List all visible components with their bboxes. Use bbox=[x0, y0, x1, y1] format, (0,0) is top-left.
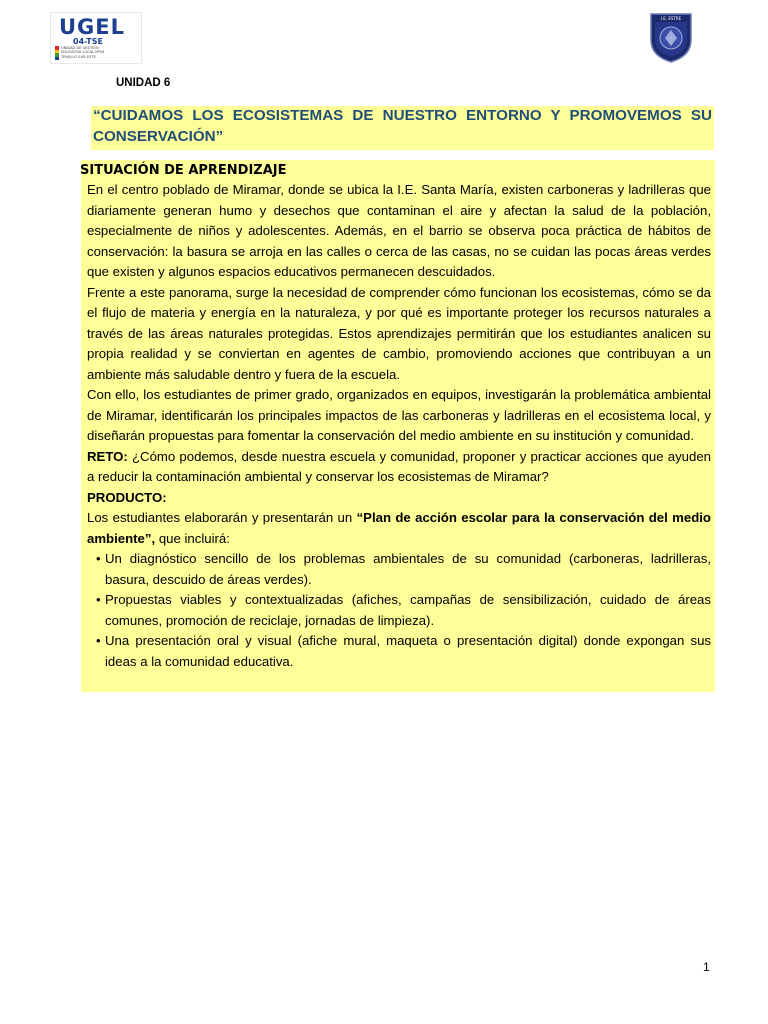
challenge-text: ¿Cómo podemos, desde nuestra escuela y comunidad, proponer y practicar acciones que ayuden a reducir la contaminación ambiental y conservar los ecosistemas de Miramar? bbox=[87, 448, 711, 484]
paragraph-action: Con ello, los estudiantes de primer grado, organizados en equipos, investigarán la problemática ambiental de Miramar, identificarán los principales impactos de las carboneras y ladrilleras en el ecosistema local, y diseñarán propuestas para fomentar la conservación del medio ambiente en su institución y comunidad. bbox=[87, 387, 711, 443]
paragraph-context: En el centro poblado de Miramar, donde se ubica la I.E. Santa María, existen carboneras y ladrilleras que diariamente generan humo y desechos que contaminan el aire y afectan la salud de la población, especialmente de niños y adolescentes. Además, en el barrio se observa poca práctica de hábitos de conservación: la basura se arroja en las calles o cerca de las casas, no se cuidan las pocas áreas verdes que existen y algunos espacios educativos permanecen descuidados. bbox=[87, 182, 711, 279]
crest-caption: I.E. ESTRE bbox=[660, 16, 682, 21]
product-bullets bbox=[87, 549, 711, 672]
situation-heading: SITUACIÓN DE APRENDIZAJE bbox=[80, 163, 287, 178]
challenge-label: RETO: bbox=[87, 448, 128, 464]
paragraph-need: Frente a este panorama, surge la necesidad de comprender cómo funcionan los ecosistemas, cómo se da el flujo de materia y energía en la naturaleza, y por qué es importante proteger los recursos naturales a través de las áreas naturales protegidas. Estos aprendizajes permitirán que los estudiantes analicen su propia realidad y se conviertan en agentes de cambio, promoviendo acciones que contribuyan a un ambiente más saludable dentro y fuera de la escuela. bbox=[87, 284, 711, 382]
page-number: 1 bbox=[703, 960, 710, 974]
shield-icon bbox=[647, 10, 695, 64]
list-item: • Un diagnóstico sencillo de los problemas ambientales de su comunidad (carboneras, ladrilleras, basura, descuido de áreas verdes). bbox=[96, 551, 711, 587]
ugel-logo-code: 04-TSE bbox=[73, 37, 103, 46]
challenge bbox=[87, 447, 711, 488]
ugel-logo-stripes bbox=[55, 46, 59, 60]
bullet-icon: • bbox=[96, 633, 101, 648]
product-tail: que incluirá: bbox=[155, 530, 230, 546]
ugel-logo-word: UGEL bbox=[59, 15, 126, 39]
product-description bbox=[87, 508, 711, 549]
ugel-logo-lines: UNIDAD DE GESTIÓN EDUCATIVA LOCAL Nº04 TRUJILLO SUR ESTE bbox=[61, 46, 105, 59]
school-crest-logo bbox=[647, 10, 695, 64]
list-item: • Propuestas viables y contextualizadas (afiches, campañas de sensibilización, cuidado de áreas comunes, promoción de reciclaje, jornadas de limpieza). bbox=[96, 592, 711, 628]
product-intro: Los estudiantes elaborarán y presentarán un bbox=[87, 510, 357, 525]
bullet-icon: • bbox=[96, 551, 101, 566]
ugel-logo bbox=[50, 12, 142, 64]
list-item: • Una presentación oral y visual (afiche mural, maqueta o presentación digital) donde expongan sus ideas a la comunidad educativa. bbox=[96, 633, 711, 669]
situation-body bbox=[87, 180, 711, 672]
product-name: “Plan de acción escolar para la conservación del medio ambiente”, bbox=[87, 510, 711, 546]
page-title: “CUIDAMOS LOS ECOSISTEMAS DE NUESTRO ENTORNO Y PROMOVEMOS SU CONSERVACIÓN” bbox=[93, 107, 712, 145]
unit-label: UNIDAD 6 bbox=[116, 77, 171, 89]
bullet-icon: • bbox=[96, 592, 101, 607]
product-label: PRODUCTO: bbox=[87, 489, 167, 505]
